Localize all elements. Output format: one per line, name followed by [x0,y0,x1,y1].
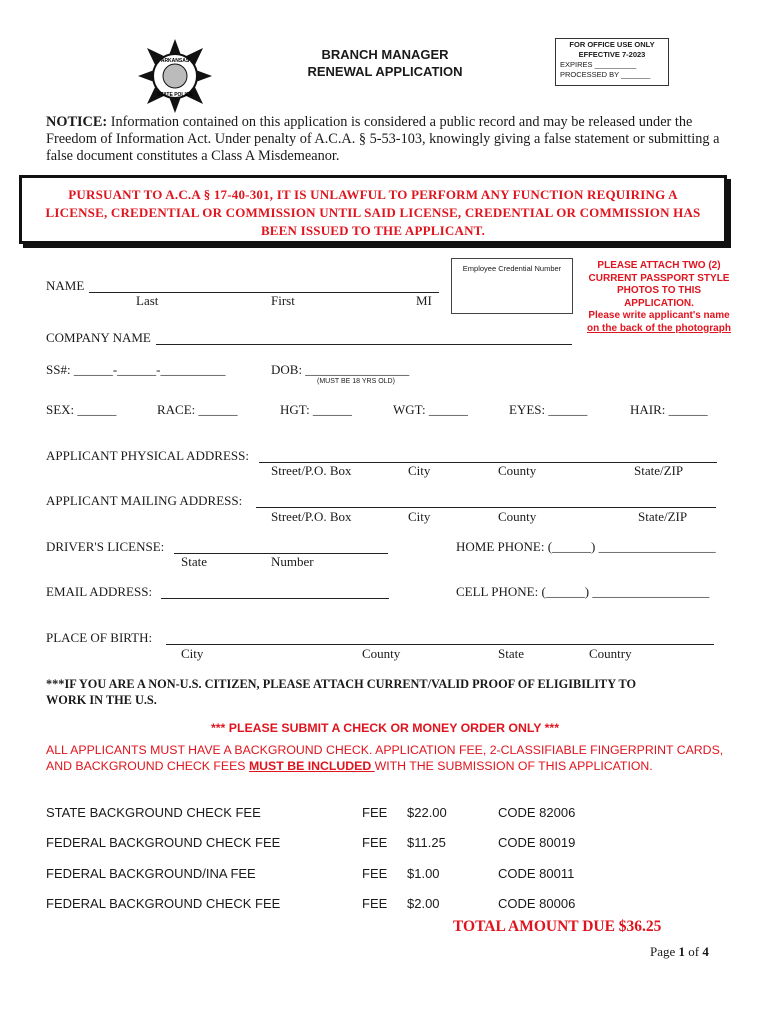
page-of: of [688,944,700,959]
warning-line-3: BEEN ISSUED TO THE APPLICANT. [260,223,486,238]
state-police-seal [137,38,213,114]
payment-heading: *** PLEASE SUBMIT A CHECK OR MONEY ORDER ONLY *** [210,721,560,735]
fee-code: CODE 80019 [498,835,576,850]
fee-amount: $2.00 [407,896,440,911]
warning-line-2: LICENSE, CREDENTIAL OR COMMISSION UNTIL SAID LICENSE, CREDENTIAL OR COMMISSION HAS [45,205,701,220]
payment-text-emphasis: MUST BE INCLUDED [248,758,375,773]
fee-code: CODE 82006 [498,805,576,820]
drivers-license-field[interactable] [174,539,388,554]
office-use-label: FOR OFFICE USE ONLY [569,40,655,49]
photo-line-1: PLEASE ATTACH TWO (2) [597,260,721,271]
mailing-sub-county: County [498,509,537,524]
effective-date: EFFECTIVE 7-2023 [578,50,646,59]
photo-line-4: APPLICATION. [624,297,694,309]
name-sub-first: First [271,293,295,308]
email-label: EMAIL ADDRESS: [46,584,153,599]
notice-paragraph [46,114,726,165]
citizen-line-1: ***IF YOU ARE A NON-U.S. CITIZEN, PLEASE ATTACH CURRENT/VALID PROOF OF ELIGIBILITY TO [46,677,637,691]
mailing-sub-state-zip: State/ZIP [638,509,688,524]
title-line-2: RENEWAL APPLICATION [307,64,463,79]
photo-line-6: on the back of the photograph [587,322,731,334]
ss-field[interactable]: SS#: ______-______-__________ [46,362,226,377]
mailing-address-label: APPLICANT MAILING ADDRESS: [46,493,243,508]
physical-sub-city: City [408,463,431,478]
fee-name: STATE BACKGROUND CHECK FEE [46,805,261,820]
eyes-field[interactable]: EYES: ______ [509,402,588,417]
notice-text: Information contained on this application is considered a public record and may be released under the Freedom of Information Act. Under penalty of A.C.A. § 5-53-103, knowingly giving a false statement or submitting a false document constitutes a Class A Misdemeanor. [46,114,720,164]
warning-line-1: PURSUANT TO A.C.A § 17-40-301, IT IS UNLAWFUL TO PERFORM ANY FUNCTION REQUIRING A [68,187,678,202]
email-field[interactable] [161,584,389,599]
mailing-sub-city: City [408,509,431,524]
dl-sub-number: Number [271,554,314,569]
processed-by-field[interactable]: PROCESSED BY _______ [560,70,651,79]
fee-amount: $11.25 [407,835,446,850]
fee-name: FEDERAL BACKGROUND/INA FEE [46,866,256,881]
payment-text-after: WITH THE SUBMISSION OF THIS APPLICATION. [374,758,653,773]
total-amount-due: TOTAL AMOUNT DUE $36.25 [453,918,662,935]
fee-name: FEDERAL BACKGROUND CHECK FEE [46,835,281,850]
unlawful-warning-box [19,175,727,244]
home-phone-field[interactable]: HOME PHONE: (______) __________________ [456,539,716,554]
company-label: COMPANY NAME [46,330,151,345]
payment-text-before: ALL APPLICANTS MUST HAVE A BACKGROUND CHECK. APPLICATION FEE, 2-CLASSIFIABLE FINGERPRINT CARDS, AND BACKGROUND CHECK FEES [46,743,724,773]
photo-line-2: CURRENT PASSPORT STYLE [588,272,730,284]
physical-sub-street: Street/P.O. Box [271,463,352,478]
pob-sub-city: City [181,646,204,661]
dob-field[interactable]: DOB: ________________ [271,362,410,377]
fee-label: FEE [362,805,388,820]
pob-sub-country: Country [589,646,632,661]
physical-sub-county: County [498,463,537,478]
place-of-birth-label: PLACE OF BIRTH: [46,630,153,645]
page-label: Page [650,944,676,959]
title-line-1: BRANCH MANAGER [321,47,449,62]
place-of-birth-field[interactable] [166,630,714,645]
svg-text:ARKANSAS: ARKANSAS [160,58,190,64]
sex-field[interactable]: SEX: ______ [46,402,117,417]
fee-label: FEE [362,896,388,911]
form-title [290,46,480,80]
fee-label: FEE [362,866,388,881]
pob-sub-state: State [498,646,524,661]
employee-credential-box[interactable] [451,258,573,314]
company-field[interactable] [156,330,572,345]
mailing-address-field[interactable] [256,493,716,508]
name-sub-last: Last [136,293,159,308]
page-current: 1 [678,944,686,959]
weight-field[interactable]: WGT: ______ [393,402,468,417]
photo-instructions [578,260,740,335]
photo-line-5: Please write applicant's name [588,310,730,321]
page-number [650,944,709,960]
dob-note: (MUST BE 18 YRS OLD) [317,378,395,385]
physical-address-field[interactable] [259,448,717,463]
non-citizen-notice [46,676,736,708]
svg-text:STATE POLICE: STATE POLICE [157,92,193,98]
fee-code: CODE 80006 [498,896,576,911]
notice-label: NOTICE: [46,114,108,130]
payment-instructions [46,743,736,774]
citizen-line-2: WORK IN THE U.S. [46,693,157,707]
fee-label: FEE [362,835,388,850]
fee-name: FEDERAL BACKGROUND CHECK FEE [46,896,281,911]
pob-sub-county: County [362,646,401,661]
fee-amount: $22.00 [407,805,447,820]
office-use-box [555,38,669,86]
photo-line-3: PHOTOS TO THIS [616,285,702,296]
height-field[interactable]: HGT: ______ [280,402,352,417]
fee-amount: $1.00 [407,866,440,881]
name-label: NAME [46,278,85,293]
physical-address-label: APPLICANT PHYSICAL ADDRESS: [46,448,249,463]
cell-phone-field[interactable]: CELL PHONE: (______) __________________ [456,584,710,599]
name-sub-mi: MI [416,293,432,308]
fee-code: CODE 80011 [498,866,575,881]
hair-field[interactable]: HAIR: ______ [630,402,708,417]
expires-field[interactable]: EXPIRES __________ [560,60,637,69]
page-total: 4 [702,944,709,959]
drivers-license-label: DRIVER'S LICENSE: [46,539,165,554]
race-field[interactable]: RACE: ______ [157,402,238,417]
name-field[interactable] [89,278,439,293]
credential-label: Employee Credential Number [462,264,562,273]
dl-sub-state: State [181,554,207,569]
physical-sub-state-zip: State/ZIP [634,463,684,478]
mailing-sub-street: Street/P.O. Box [271,509,352,524]
